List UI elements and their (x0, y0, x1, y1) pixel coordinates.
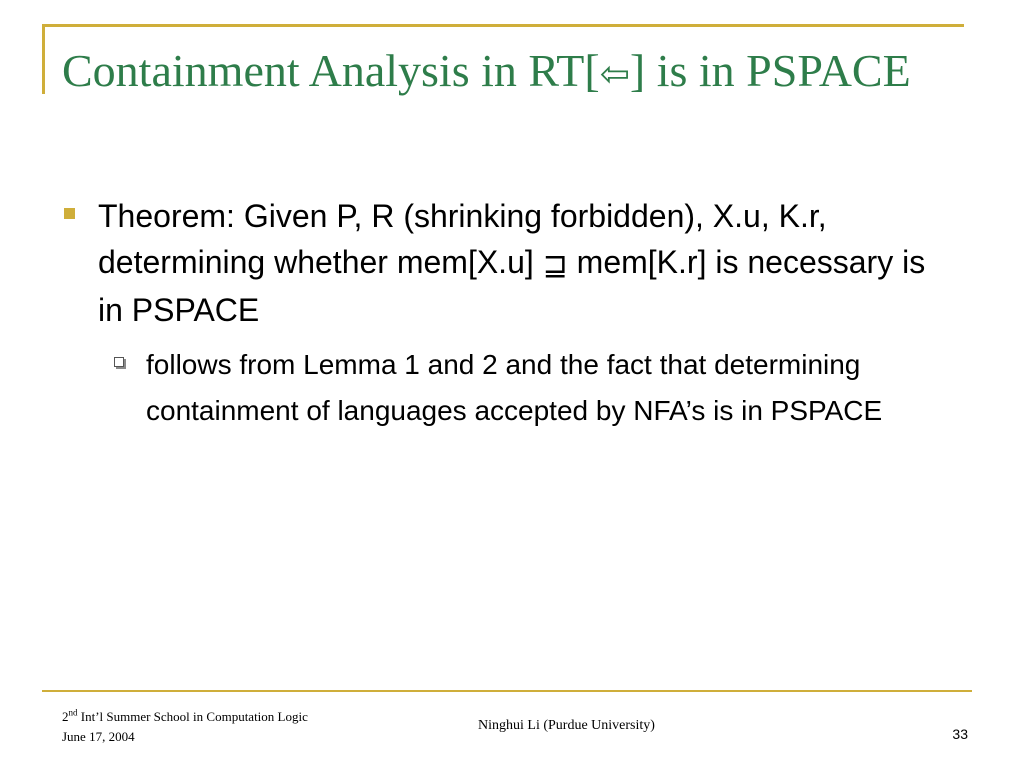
title-text-before: Containment Analysis in RT[ (62, 45, 600, 96)
footer-author: Ninghui Li (Purdue University) (478, 718, 655, 733)
left-frame-rule (42, 24, 45, 94)
hollow-square-bullet-icon (114, 357, 124, 367)
footer-event-rest: Int’l Summer School in Computation Logic (77, 709, 308, 724)
square-superset-symbol: ⊒ (542, 248, 568, 283)
title-text-after: ] is in PSPACE (629, 45, 911, 96)
footer-event-superscript: nd (68, 707, 78, 718)
bullet-text (98, 193, 944, 333)
footer-rule (42, 690, 972, 692)
square-bullet-icon (64, 208, 75, 219)
sub-bullet-item (114, 342, 944, 434)
footer-event-name (62, 707, 308, 727)
footer-event (62, 707, 308, 747)
top-frame-rule (42, 24, 964, 27)
sub-bullet-text: follows from Lemma 1 and 2 and the fact that determining containment of languages accepted by NFA’s is in PSPACE (146, 349, 883, 426)
bullet-item (64, 193, 944, 333)
slide-title (62, 42, 962, 104)
footer-event-prefix: 2 (62, 709, 69, 724)
bullet-text-before: Theorem: Given P, R (shrinking forbidden), X.u, K.r, determining whether mem[X.u] (98, 198, 827, 280)
page-number: 33 (952, 726, 968, 742)
left-arrow-icon: ⇦ (599, 54, 630, 95)
bullet-text-after: mem[K.r] is necessary is in PSPACE (98, 244, 926, 328)
footer-date: June 17, 2004 (62, 729, 135, 744)
